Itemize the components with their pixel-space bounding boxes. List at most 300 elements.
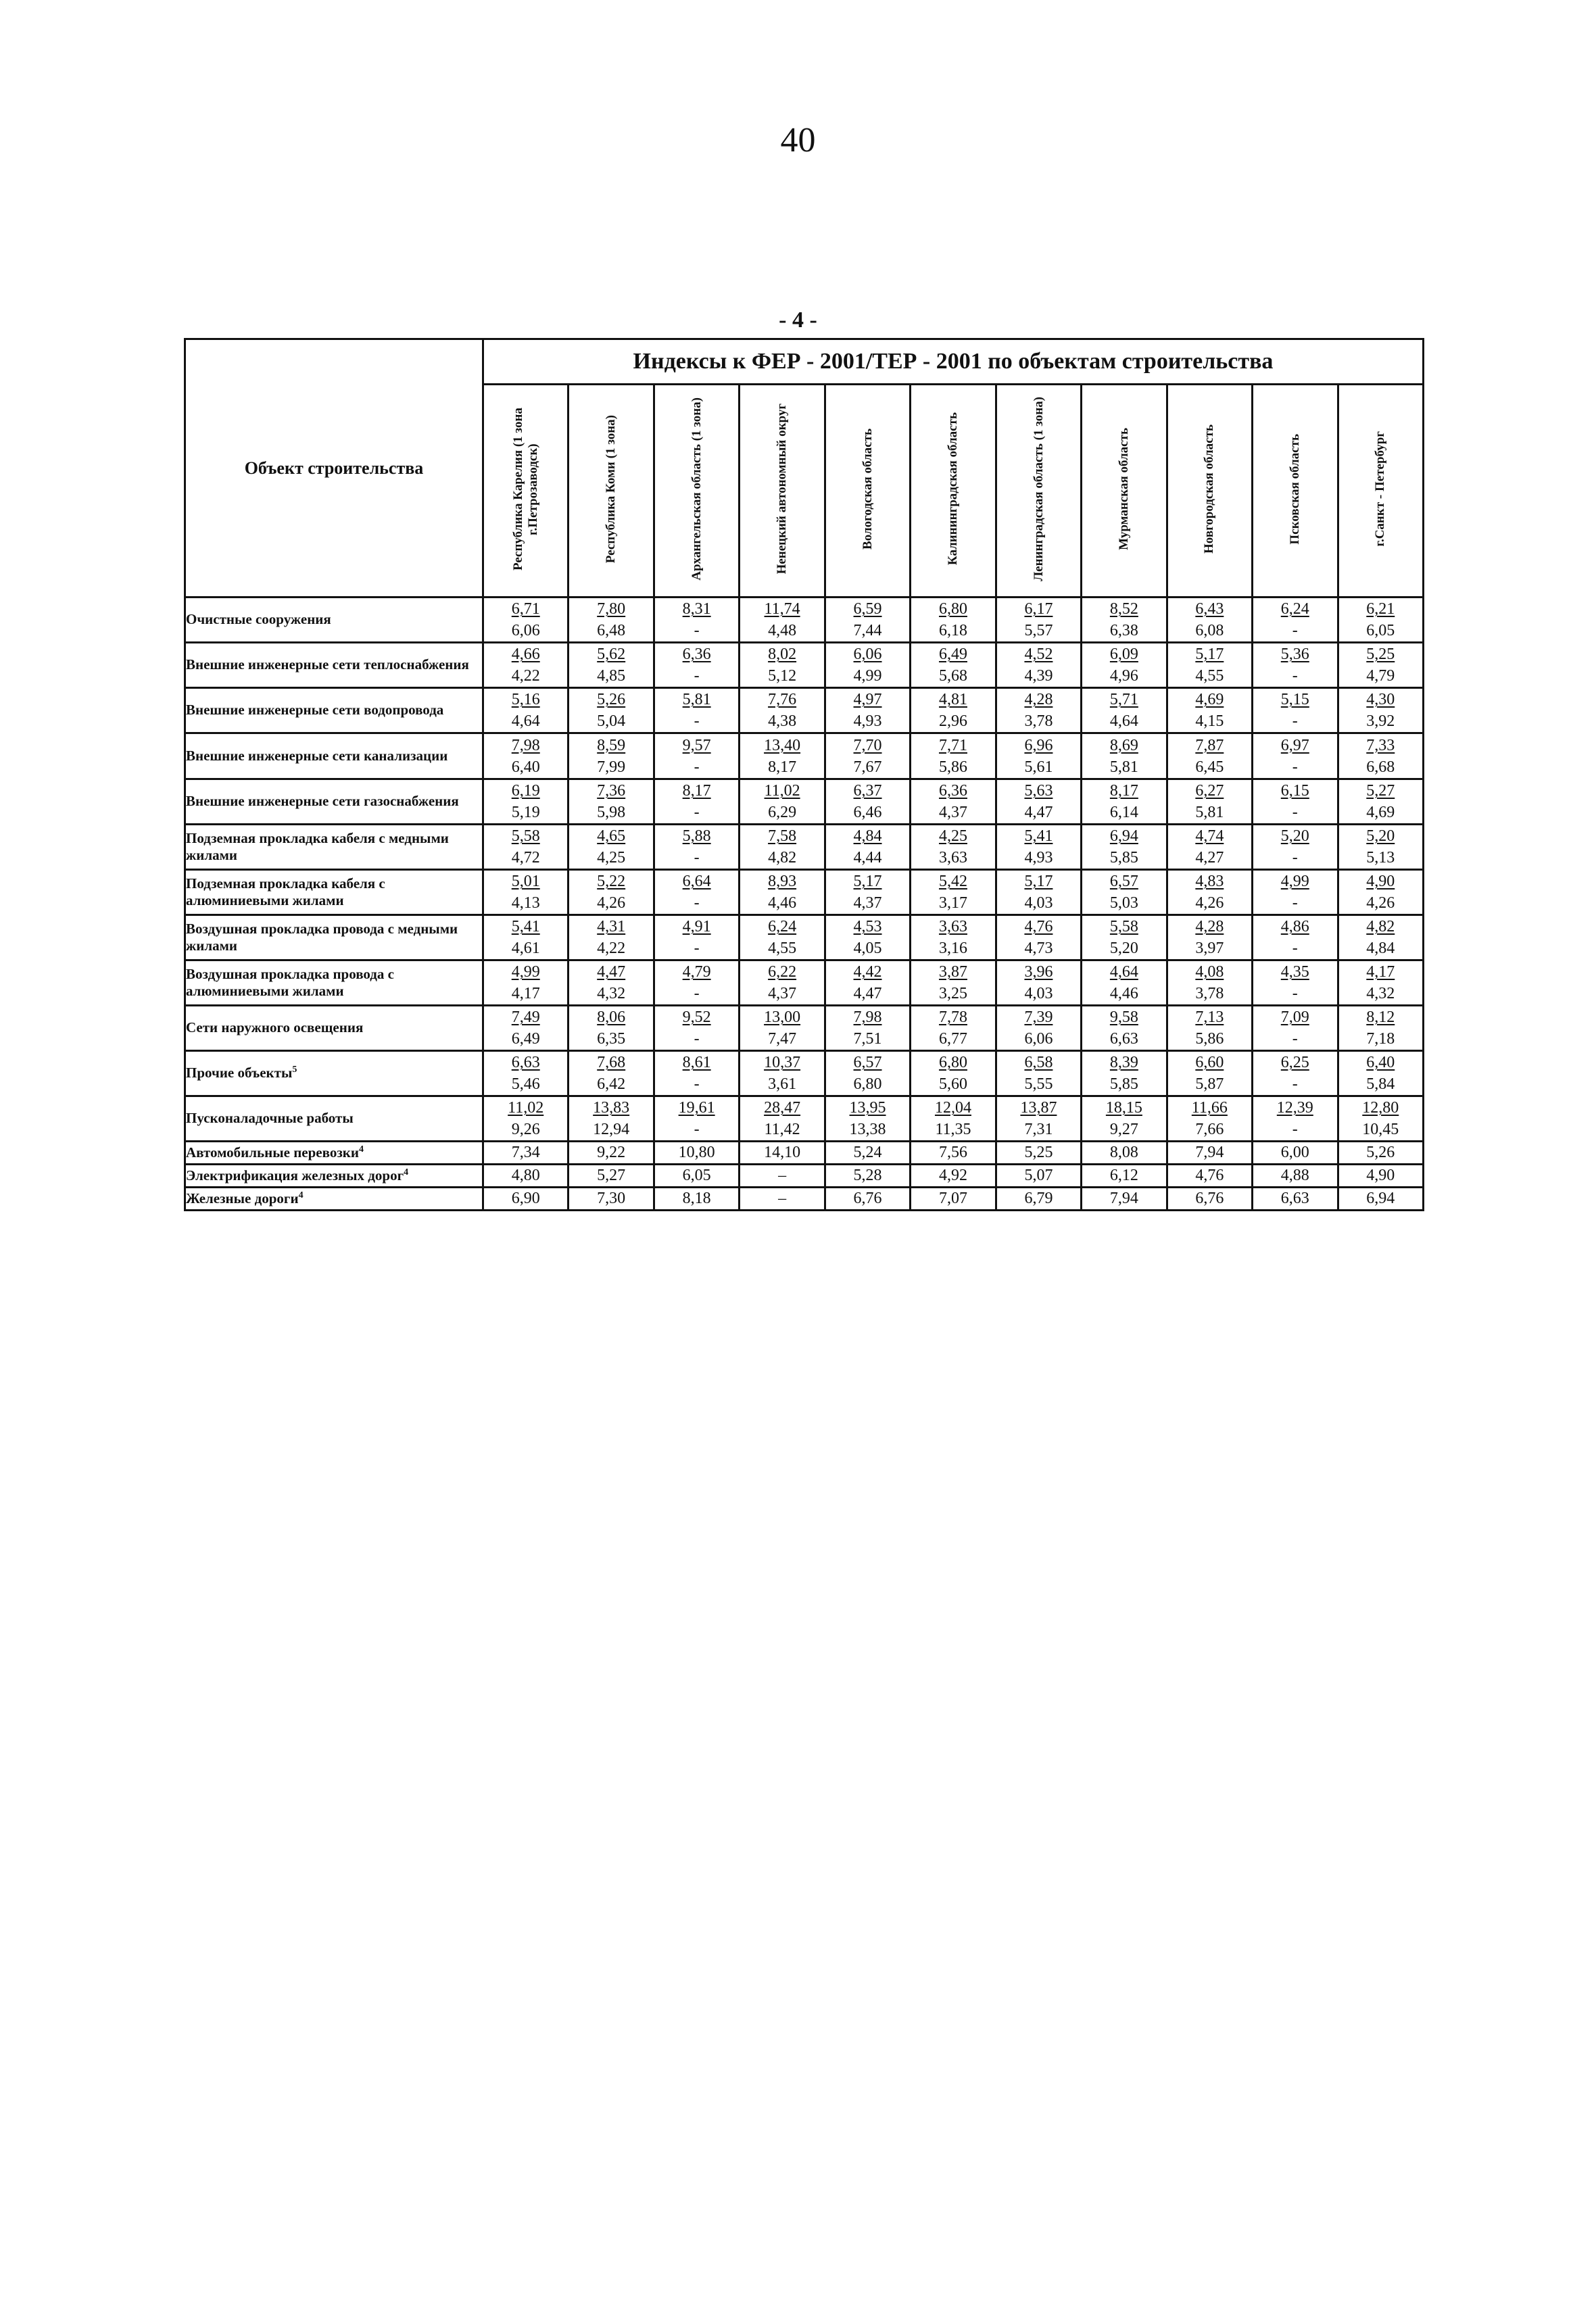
index-cell <box>1082 1006 1167 1051</box>
region-header-label: Калининградская область <box>946 412 961 566</box>
index-value-bottom: 3,61 <box>768 1075 797 1093</box>
index-value-top: 8,59 <box>597 736 626 754</box>
object-name-text: Подземная прокладка кабеля с медными жилами <box>186 829 449 863</box>
index-value-bottom: 3,16 <box>938 940 967 957</box>
index-value-bottom: 4,37 <box>768 985 797 1002</box>
index-value-bottom: - <box>1292 622 1298 639</box>
index-cell <box>911 915 996 960</box>
index-cell: 8,18 <box>654 1188 739 1211</box>
index-cell <box>1167 779 1252 825</box>
index-cell: 9,22 <box>569 1142 654 1165</box>
index-value-top: 6,94 <box>1109 827 1138 845</box>
index-cell <box>825 960 910 1006</box>
index-cell <box>654 870 739 915</box>
index-value-top: 6,21 <box>1366 600 1395 618</box>
index-cell <box>740 960 825 1006</box>
index-value-top: 6,25 <box>1280 1054 1309 1071</box>
index-value-top: 7,71 <box>938 736 967 754</box>
region-header <box>996 385 1081 598</box>
index-cell <box>569 643 654 688</box>
index-value-top: 6,58 <box>1024 1054 1053 1071</box>
region-header-label: Вологодская область <box>860 429 875 550</box>
index-value-top: 6,59 <box>853 600 882 618</box>
index-cell: 4,90 <box>1338 1165 1423 1188</box>
region-header <box>1082 385 1167 598</box>
index-value-bottom: 4,22 <box>597 940 626 957</box>
index-value-top: 7,98 <box>511 736 540 754</box>
index-value-bottom: - <box>1292 985 1298 1002</box>
index-value-top: 4,35 <box>1280 963 1309 981</box>
index-cell <box>1253 598 1338 643</box>
index-cell <box>1253 825 1338 870</box>
index-value-bottom: 7,99 <box>597 758 626 776</box>
index-cell: 14,10 <box>740 1142 825 1165</box>
region-header-label: Ненецкий автономный округ <box>775 404 790 575</box>
index-value-bottom: 5,68 <box>938 667 967 685</box>
index-cell <box>1167 1051 1252 1096</box>
region-header <box>654 385 739 598</box>
index-value-top: 5,17 <box>1024 873 1053 890</box>
index-value-top: 28,47 <box>764 1099 801 1117</box>
index-value-bottom: 5,04 <box>597 712 626 730</box>
index-value-bottom: 4,46 <box>768 894 797 912</box>
index-value-top: 5,25 <box>1366 645 1395 663</box>
index-cell <box>825 825 910 870</box>
index-cell: 6,90 <box>483 1188 569 1211</box>
index-value-bottom: 4,93 <box>1024 849 1053 867</box>
index-cell <box>1253 1006 1338 1051</box>
object-name-text: Электрификация железных дорог <box>186 1167 404 1184</box>
table-row <box>185 1096 1424 1142</box>
table-row <box>185 1006 1424 1051</box>
index-value-bottom: 11,35 <box>935 1121 971 1138</box>
index-value-bottom: 6,18 <box>938 622 967 639</box>
footnote-mark: 4 <box>358 1144 364 1154</box>
index-value-bottom: 4,85 <box>597 667 626 685</box>
index-value-top: 5,15 <box>1280 691 1309 708</box>
index-value-top: 4,76 <box>1024 918 1053 935</box>
index-cell <box>996 779 1081 825</box>
index-value-top: 4,30 <box>1366 691 1395 708</box>
index-value-bottom: 7,47 <box>768 1030 797 1048</box>
region-header <box>825 385 910 598</box>
index-value-top: 6,71 <box>511 600 540 618</box>
index-value-bottom: - <box>694 1030 700 1048</box>
index-value-top: 6,63 <box>511 1054 540 1071</box>
index-value-bottom: 10,45 <box>1362 1121 1399 1138</box>
index-cell <box>996 915 1081 960</box>
index-value-bottom: 4,13 <box>511 894 540 912</box>
index-value-bottom: 4,47 <box>853 985 882 1002</box>
index-value-top: 13,87 <box>1020 1099 1057 1117</box>
index-value-top: 4,64 <box>1109 963 1138 981</box>
index-value-top: 5,16 <box>511 691 540 708</box>
index-cell <box>1253 643 1338 688</box>
table-row <box>185 688 1424 733</box>
index-value-bottom: 6,48 <box>597 622 626 639</box>
index-value-top: 6,49 <box>938 645 967 663</box>
index-value-bottom: 5,81 <box>1109 758 1138 776</box>
index-cell: 4,76 <box>1167 1165 1252 1188</box>
index-cell <box>825 1096 910 1142</box>
index-value-bottom: - <box>694 894 700 912</box>
index-value-top: 6,96 <box>1024 736 1053 754</box>
object-name <box>185 960 483 1006</box>
index-value-top: 6,80 <box>938 1054 967 1071</box>
index-cell <box>569 915 654 960</box>
index-value-top: 4,81 <box>938 691 967 708</box>
index-cell <box>1082 960 1167 1006</box>
index-cell <box>996 1051 1081 1096</box>
index-value-top: 4,84 <box>853 827 882 845</box>
index-value-top: 11,02 <box>764 782 800 800</box>
table-row <box>185 1188 1424 1211</box>
index-value-top: 5,42 <box>938 873 967 890</box>
object-name <box>185 643 483 688</box>
index-cell <box>654 1096 739 1142</box>
index-cell <box>911 779 996 825</box>
index-cell <box>996 825 1081 870</box>
index-value-top: 5,17 <box>1195 645 1224 663</box>
index-value-bottom: 9,26 <box>511 1121 540 1138</box>
object-name <box>185 1096 483 1142</box>
index-value-bottom: 5,87 <box>1195 1075 1224 1093</box>
index-value-top: 4,91 <box>682 918 711 935</box>
table-row <box>185 779 1424 825</box>
index-value-bottom: 4,37 <box>938 804 967 821</box>
index-cell <box>1338 915 1423 960</box>
footnote-mark: 4 <box>404 1167 409 1177</box>
index-value-bottom: - <box>1292 758 1298 776</box>
index-value-bottom: 5,85 <box>1109 849 1138 867</box>
index-value-bottom: - <box>694 712 700 730</box>
index-cell <box>911 688 996 733</box>
index-value-top: 7,09 <box>1280 1008 1309 1026</box>
index-value-bottom: 4,96 <box>1109 667 1138 685</box>
index-cell <box>740 598 825 643</box>
index-cell <box>483 1051 569 1096</box>
index-value-bottom: 4,55 <box>768 940 797 957</box>
index-cell <box>740 733 825 779</box>
index-cell <box>1167 688 1252 733</box>
index-value-top: 5,63 <box>1024 782 1053 800</box>
table-row <box>185 825 1424 870</box>
index-value-top: 18,15 <box>1105 1099 1142 1117</box>
index-cell <box>654 733 739 779</box>
index-value-top: 8,61 <box>682 1054 711 1071</box>
region-header-label: Республика Коми (1 зона) <box>604 414 619 564</box>
index-value-bottom: - <box>694 667 700 685</box>
index-value-bottom: 4,17 <box>511 985 540 1002</box>
index-value-top: 3,96 <box>1024 963 1053 981</box>
index-cell <box>483 1006 569 1051</box>
table-row <box>185 598 1424 643</box>
index-cell <box>1082 825 1167 870</box>
index-cell <box>483 915 569 960</box>
index-cell <box>911 960 996 1006</box>
region-header-label: Республика Карелия (1 зона г.Петрозаводск) <box>510 408 540 570</box>
table-row <box>185 1165 1424 1188</box>
index-value-top: 5,88 <box>682 827 711 845</box>
index-value-top: 7,58 <box>768 827 797 845</box>
index-value-top: 5,17 <box>853 873 882 890</box>
index-cell <box>996 643 1081 688</box>
index-cell <box>996 960 1081 1006</box>
table-row <box>185 1142 1424 1165</box>
index-value-bottom: 5,20 <box>1109 940 1138 957</box>
index-cell <box>825 1006 910 1051</box>
index-value-bottom: 6,42 <box>597 1075 626 1093</box>
index-value-bottom: 8,17 <box>768 758 797 776</box>
index-value-top: 7,49 <box>511 1008 540 1026</box>
index-value-bottom: 3,25 <box>938 985 967 1002</box>
index-cell <box>1253 779 1338 825</box>
index-cell <box>654 915 739 960</box>
object-name <box>185 915 483 960</box>
index-value-top: 12,39 <box>1276 1099 1313 1117</box>
index-value-top: 4,83 <box>1195 873 1224 890</box>
index-value-bottom: - <box>1292 1075 1298 1093</box>
index-value-bottom: 4,32 <box>597 985 626 1002</box>
index-value-bottom: 4,55 <box>1195 667 1224 685</box>
index-value-bottom: 4,44 <box>853 849 882 867</box>
index-value-top: 5,62 <box>597 645 626 663</box>
object-name <box>185 779 483 825</box>
table-row <box>185 960 1424 1006</box>
table-row <box>185 733 1424 779</box>
index-value-bottom: 7,31 <box>1024 1121 1053 1138</box>
index-cell <box>740 1096 825 1142</box>
index-value-top: 6,22 <box>768 963 797 981</box>
index-cell <box>911 1006 996 1051</box>
object-name-text: Воздушная прокладка провода с алюминиевыми жилами <box>186 965 394 999</box>
index-value-top: 11,74 <box>764 600 800 618</box>
index-value-top: 6,06 <box>853 645 882 663</box>
index-value-bottom: 5,19 <box>511 804 540 821</box>
index-cell: 6,79 <box>996 1188 1081 1211</box>
region-header-label: Псковская область <box>1287 433 1302 545</box>
index-value-bottom: 4,72 <box>511 849 540 867</box>
index-cell <box>1338 733 1423 779</box>
index-value-bottom: 7,66 <box>1195 1121 1224 1138</box>
index-value-bottom: - <box>694 1121 700 1138</box>
index-value-bottom: 6,45 <box>1195 758 1224 776</box>
table-row <box>185 915 1424 960</box>
index-value-bottom: 6,46 <box>853 804 882 821</box>
index-value-top: 4,99 <box>1280 873 1309 890</box>
index-value-top: 7,80 <box>597 600 626 618</box>
region-header <box>483 385 569 598</box>
index-cell <box>569 688 654 733</box>
index-value-top: 6,27 <box>1195 782 1224 800</box>
index-cell <box>911 598 996 643</box>
index-value-bottom: 4,82 <box>768 849 797 867</box>
index-value-bottom: 6,77 <box>938 1030 967 1048</box>
index-value-top: 9,58 <box>1109 1008 1138 1026</box>
index-cell <box>483 825 569 870</box>
index-value-top: 6,97 <box>1280 736 1309 754</box>
index-value-bottom: - <box>694 758 700 776</box>
index-value-top: 4,86 <box>1280 918 1309 935</box>
index-value-top: 6,57 <box>853 1054 882 1071</box>
index-value-top: 4,17 <box>1366 963 1395 981</box>
index-cell <box>654 598 739 643</box>
index-value-bottom: 5,84 <box>1366 1075 1395 1093</box>
index-cell <box>483 733 569 779</box>
region-header-label: Новгородская область <box>1202 424 1217 554</box>
index-value-bottom: 4,64 <box>511 712 540 730</box>
index-value-bottom: 6,49 <box>511 1030 540 1048</box>
index-cell <box>740 915 825 960</box>
index-value-bottom: 6,68 <box>1366 758 1395 776</box>
index-value-top: 8,69 <box>1109 736 1138 754</box>
index-value-bottom: - <box>1292 940 1298 957</box>
index-value-bottom: 4,25 <box>597 849 626 867</box>
index-value-top: 5,36 <box>1280 645 1309 663</box>
index-cell <box>1082 870 1167 915</box>
index-value-top: 6,09 <box>1109 645 1138 663</box>
object-name-text: Пусконаладочные работы <box>186 1110 354 1127</box>
object-name-text: Сети наружного освещения <box>186 1019 364 1036</box>
index-value-top: 8,02 <box>768 645 797 663</box>
index-value-bottom: 5,60 <box>938 1075 967 1093</box>
index-value-bottom: 4,61 <box>511 940 540 957</box>
object-name <box>185 825 483 870</box>
index-value-top: 6,24 <box>1280 600 1309 618</box>
index-cell <box>1167 1006 1252 1051</box>
object-name-text: Автомобильные перевозки <box>186 1144 359 1161</box>
index-cell <box>1082 915 1167 960</box>
index-cell <box>1338 688 1423 733</box>
index-value-top: 19,61 <box>678 1099 715 1117</box>
index-table <box>184 338 1424 1211</box>
index-value-bottom: 3,78 <box>1024 712 1053 730</box>
index-cell <box>569 733 654 779</box>
index-value-top: 5,22 <box>597 873 626 890</box>
index-value-bottom: 6,80 <box>853 1075 882 1093</box>
region-header <box>911 385 996 598</box>
index-cell <box>1338 1006 1423 1051</box>
index-value-bottom: 4,26 <box>1366 894 1395 912</box>
index-value-bottom: 5,86 <box>938 758 967 776</box>
index-value-top: 8,06 <box>597 1008 626 1026</box>
index-value-bottom: 6,06 <box>1024 1030 1053 1048</box>
index-value-top: 12,04 <box>934 1099 971 1117</box>
index-value-bottom: 5,03 <box>1109 894 1138 912</box>
index-cell <box>911 733 996 779</box>
index-value-bottom: 4,39 <box>1024 667 1053 685</box>
index-value-top: 3,63 <box>938 918 967 935</box>
index-value-bottom: 6,63 <box>1109 1030 1138 1048</box>
index-value-top: 5,20 <box>1280 827 1309 845</box>
index-cell: 7,56 <box>911 1142 996 1165</box>
index-value-bottom: - <box>694 849 700 867</box>
index-value-bottom: 13,38 <box>849 1121 886 1138</box>
index-value-bottom: 4,38 <box>768 712 797 730</box>
index-cell: 4,80 <box>483 1165 569 1188</box>
index-cell <box>1167 1096 1252 1142</box>
footnote-mark: 4 <box>298 1190 304 1200</box>
index-value-top: 4,97 <box>853 691 882 708</box>
index-value-bottom: 4,64 <box>1109 712 1138 730</box>
object-name-text: Внешние инженерные сети теплоснабжения <box>186 656 469 673</box>
index-value-bottom: - <box>1292 667 1298 685</box>
index-cell: 6,05 <box>654 1165 739 1188</box>
index-value-bottom: 6,38 <box>1109 622 1138 639</box>
index-value-bottom: 5,12 <box>768 667 797 685</box>
index-cell <box>1253 688 1338 733</box>
index-value-top: 7,36 <box>597 782 626 800</box>
region-header <box>1167 385 1252 598</box>
index-value-top: 9,57 <box>682 736 711 754</box>
index-cell: 5,26 <box>1338 1142 1423 1165</box>
index-value-top: 7,39 <box>1024 1008 1053 1026</box>
index-cell <box>740 643 825 688</box>
index-cell <box>911 870 996 915</box>
index-value-bottom: 5,55 <box>1024 1075 1053 1093</box>
index-value-top: 4,66 <box>511 645 540 663</box>
index-value-top: 8,93 <box>768 873 797 890</box>
index-value-bottom: 3,78 <box>1195 985 1224 1002</box>
index-value-bottom: 3,17 <box>938 894 967 912</box>
index-cell <box>569 598 654 643</box>
index-cell <box>1338 960 1423 1006</box>
index-value-bottom: - <box>1292 894 1298 912</box>
index-value-top: 4,74 <box>1195 827 1224 845</box>
index-value-bottom: 6,14 <box>1109 804 1138 821</box>
index-cell <box>825 733 910 779</box>
index-value-top: 6,80 <box>938 600 967 618</box>
index-cell <box>911 1051 996 1096</box>
index-cell <box>569 870 654 915</box>
index-value-top: 5,20 <box>1366 827 1395 845</box>
index-cell: 5,28 <box>825 1165 910 1188</box>
index-value-top: 8,17 <box>682 782 711 800</box>
index-value-bottom: 7,67 <box>853 758 882 776</box>
index-value-top: 5,01 <box>511 873 540 890</box>
index-value-top: 4,28 <box>1024 691 1053 708</box>
index-cell <box>911 1096 996 1142</box>
index-value-top: 13,83 <box>593 1099 630 1117</box>
index-value-bottom: 4,27 <box>1195 849 1224 867</box>
index-value-bottom: 4,69 <box>1366 804 1395 821</box>
index-value-bottom: 4,37 <box>853 894 882 912</box>
index-cell <box>911 825 996 870</box>
index-cell: 4,92 <box>911 1165 996 1188</box>
index-value-top: 11,02 <box>508 1099 544 1117</box>
object-name <box>185 688 483 733</box>
index-value-bottom: 4,48 <box>768 622 797 639</box>
index-value-bottom: 5,13 <box>1366 849 1395 867</box>
index-value-bottom: 6,40 <box>511 758 540 776</box>
index-cell: 5,07 <box>996 1165 1081 1188</box>
index-cell <box>825 688 910 733</box>
index-value-bottom: 5,81 <box>1195 804 1224 821</box>
index-value-top: 5,58 <box>1109 918 1138 935</box>
object-name-text: Внешние инженерные сети газоснабжения <box>186 793 459 810</box>
index-value-top: 4,65 <box>597 827 626 845</box>
index-cell <box>1338 870 1423 915</box>
index-value-bottom: - <box>694 1075 700 1093</box>
index-cell: 6,63 <box>1253 1188 1338 1211</box>
index-cell <box>825 915 910 960</box>
index-value-bottom: 4,79 <box>1366 667 1395 685</box>
index-cell: 8,08 <box>1082 1142 1167 1165</box>
index-value-bottom: 6,08 <box>1195 622 1224 639</box>
index-value-top: 9,52 <box>682 1008 711 1026</box>
index-value-top: 4,79 <box>682 963 711 981</box>
index-value-top: 5,27 <box>1366 782 1395 800</box>
